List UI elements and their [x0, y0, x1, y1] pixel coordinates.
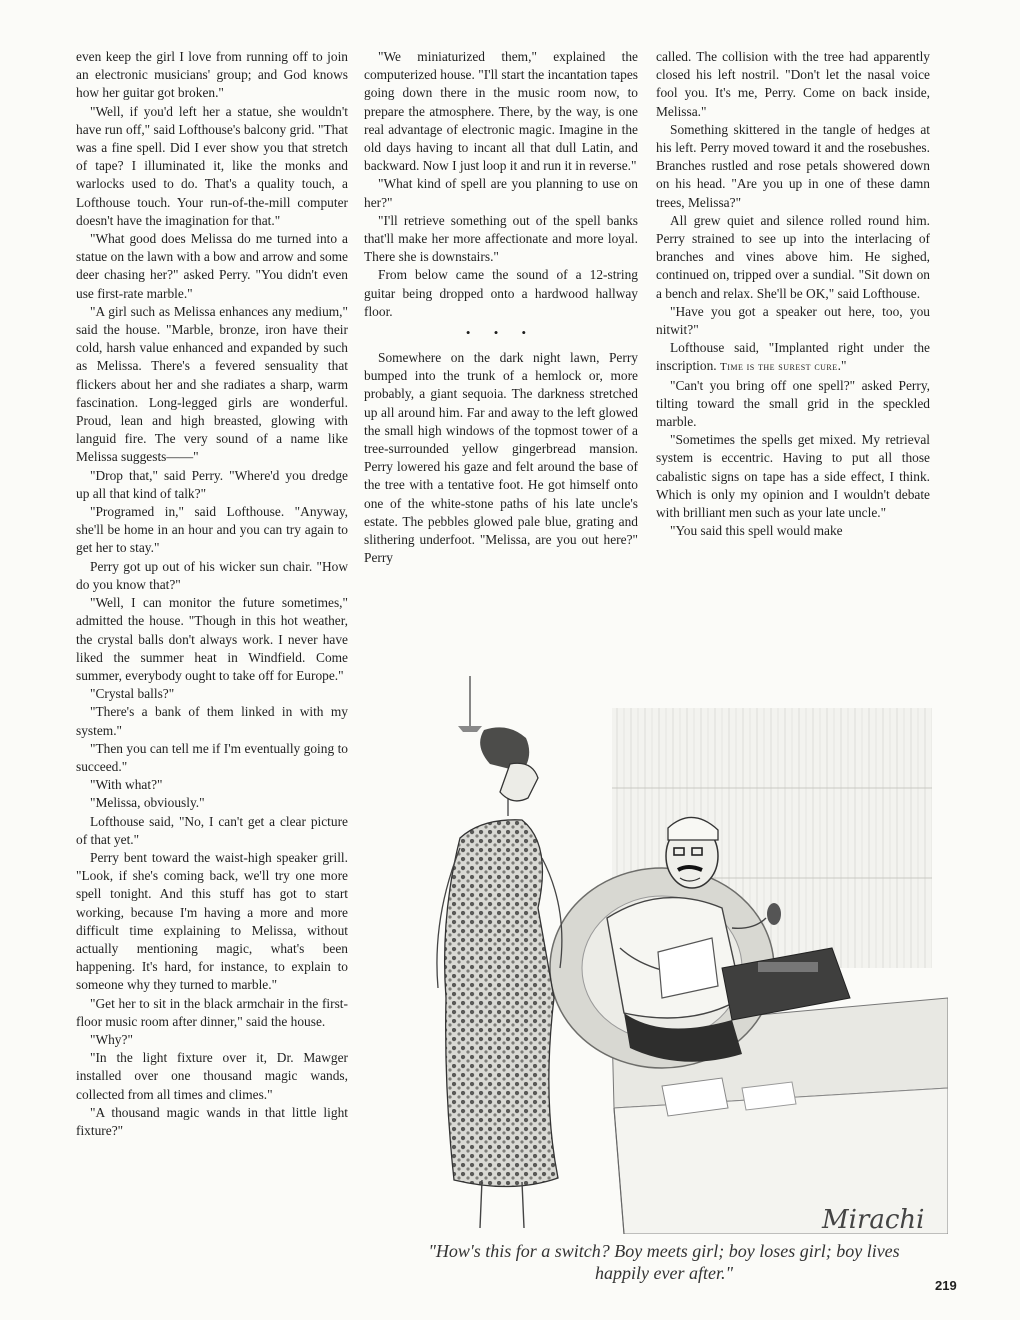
paragraph: "Drop that," said Perry. "Where'd you dredge up all that kind of talk?" [76, 467, 348, 501]
cartoonist-signature: Mirachi [822, 1205, 925, 1234]
paragraph: "Crystal balls?" [90, 686, 175, 702]
page-number: 219 [935, 1278, 957, 1293]
column-2-part-a [364, 48, 638, 321]
cartoon-drawing [362, 668, 948, 1234]
sundial-inscription: Time is the surest cure [719, 361, 838, 374]
paragraph: "What kind of spell are you planning to use on her?" [364, 176, 638, 210]
paragraph: From below came the sound of a 12-string guitar being dropped onto a hardwood hallway floor. [364, 267, 638, 319]
section-separator: • • • [465, 325, 537, 341]
paragraph: Somewhere on the dark night lawn, Perry bumped into the trunk of a hemlock or, more probably, a giant sequoia. The darkness stretched up all around him. Far and away to the left glowed the small high windows of the topmost tower of a tree-surrounded yellow gingerbread mansion. Perry lowered his gaze and felt around the base of the tree with a tentative foot. He got himself onto one of the white-stone paths of his late uncle's estate. The pebbles glowed pale blue, grating and slithering underfoot. "Melissa, are you out here?" Perry [364, 350, 638, 566]
paragraph: "What good does Melissa do me turned into a statue on the lawn with a bow and arrow and some deer chasing her?" asked Perry. "You didn't even use first-rate marble." [76, 231, 348, 301]
column-3-part-a [656, 48, 930, 339]
paragraph: "A girl such as Melissa enhances any medium," said the house. "Marble, bronze, iron have their cold, harsh value enhanced and expanded by such as Melissa. There's a fevered sensuality that flickers about her and she radiates a sharp, warm fascination. Long-legged girls are wonderful. Proud, lean and high breasted, glowing with languid fire. The very sound of a name like Melissa suggests——" [76, 303, 348, 465]
paragraph: Perry bent toward the waist-high speaker grill. "Look, if she's coming back, we'll try one more spell tonight. And this stuff has got to start working, because I'm having a more and more difficult time explaining to Melissa, without actually mentioning magic, what's been happening. It's hard, for instance, to explain to someone why they turned to marble." [76, 849, 348, 993]
paragraph: "With what?" [90, 777, 163, 793]
paragraph: "Can't you bring off one spell?" asked Perry, tilting toward the small grid in the speckled marble. [656, 377, 930, 430]
inscription-paragraph [656, 339, 930, 376]
paragraph: called. The collision with the tree had apparently closed his left nostril. "Don't let the nasal voice fool you. It's me, Perry. Come on back inside, Melissa." [656, 49, 930, 119]
cartoon-caption: "How's this for a switch? Boy meets girl; boy loses girl; boy lives happily ever after." [428, 1241, 900, 1283]
column-1 [76, 48, 348, 1140]
paragraph: "Melissa, obviously." [90, 795, 205, 811]
paragraph: Perry got up out of his wicker sun chair. "How do you know that?" [76, 558, 348, 592]
column-3-part-b [656, 377, 930, 541]
inscription-lead: Lofthouse said, "Implanted right under the inscription. [656, 340, 930, 374]
column-3 [656, 48, 930, 540]
paragraph: "Then you can tell me if I'm eventually going to succeed." [76, 740, 348, 774]
paragraph: "Get her to sit in the black armchair in the first-floor music room after dinner," said the house. [76, 995, 348, 1029]
paragraph: "We miniaturized them," explained the computerized house. "I'll start the incantation tapes going down there in the music room now, to prepare the atmosphere. There, by the way, is one real advantage of electronic magic. Imagine in the old days having to incant all that dull Latin, and backward. Now I just loop it and run it in reverse." [364, 49, 638, 174]
cartoon-illustration [362, 668, 948, 1234]
inscription-tail: ." [837, 358, 847, 374]
paragraph: "I'll retrieve something out of the spell banks that'll make her more affectionate and more loyal. There she is downstairs." [364, 212, 638, 265]
paragraph: "Well, I can monitor the future sometimes," admitted the house. "Though in this hot weather, the crystal balls don't always work. I never have liked the summer heat in Windfield. Come summer, everybody ought to take off for Europe." [76, 595, 348, 683]
paragraph: "You said this spell would make [670, 523, 843, 539]
paragraph: "There's a bank of them linked in with my system." [76, 704, 348, 738]
column-2 [364, 48, 638, 567]
paragraph: "Well, if you'd left her a statue, she wouldn't have run off," said Lofthouse's balcony grid. "That was a fine spell. Did I ever show you that stretch of tape? I illuminated it, like the monks and warlocks used to do. That's a quality touch, a Lofthouse touch. Your run-of-the-mill computer doesn't have the imagination for that." [76, 103, 348, 228]
paragraph: "A thousand magic wands in that little light fixture?" [76, 1104, 348, 1138]
paragraph: "Have you got a speaker out here, too, you nitwit?" [656, 303, 930, 338]
paragraph: All grew quiet and silence rolled round him. Perry strained to see up into the interlacing of branches and vines above him. He sighed, continued on, tripped over a sundial. "Sit down on a bench and relax. She'll be OK," said Lofthouse. [656, 212, 930, 301]
paragraph: "In the light fixture over it, Dr. Mawger installed over one thousand magic wands, collected from all times and climes." [76, 1050, 348, 1102]
paragraph: even keep the girl I love from running off to join an electronic musicians' group; and God knows how her guitar got broken." [76, 49, 348, 101]
paragraph: "Programed in," said Lofthouse. "Anyway, she'll be home in an hour and you can try again to get her to stay." [76, 504, 348, 556]
paragraph: "Why?" [90, 1031, 133, 1047]
paragraph: Lofthouse said, "No, I can't get a clear picture of that yet." [76, 813, 348, 847]
paragraph: "Sometimes the spells get mixed. My retrieval system is eccentric. Having to put all those cabalistic signs on tape has a side effect, I think. Which is only my opinion and I wouldn't debate with brilliant men such as your late uncle." [656, 432, 930, 521]
column-2-part-b [364, 349, 638, 567]
paragraph: Something skittered in the tangle of hedges at his left. Perry moved toward it and the rosebushes. Branches rustled and rose petals showered down on his head. "Are you up in one of these damn trees, Melissa?" [656, 121, 930, 210]
